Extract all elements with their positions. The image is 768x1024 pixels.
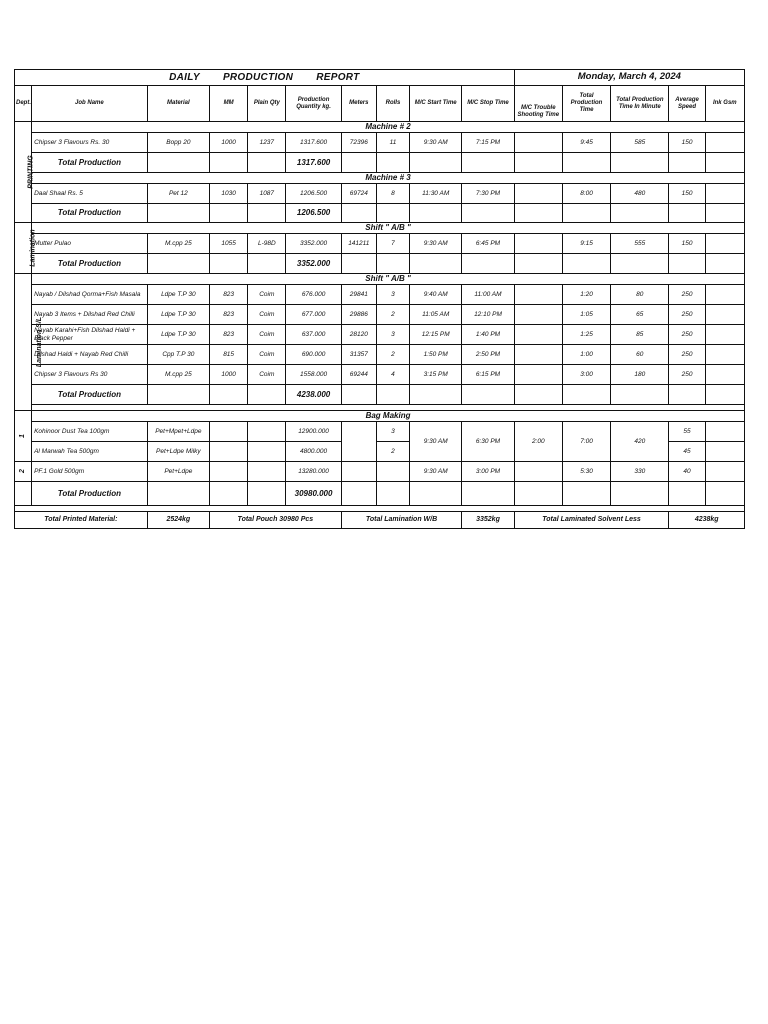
- table-cell: [210, 422, 248, 442]
- table-cell: [514, 234, 562, 254]
- table-cell: 150: [669, 184, 705, 204]
- table-cell: [705, 285, 744, 305]
- table-cell: Total Production: [32, 385, 148, 405]
- table-cell: 5:30: [562, 462, 610, 482]
- table-row: [15, 285, 745, 305]
- table-cell: [341, 204, 376, 223]
- total-lamination-wb-label: Total Lamination W/B: [341, 512, 462, 529]
- table-cell: 1:05: [562, 305, 610, 325]
- table-cell: [611, 482, 669, 506]
- table-cell: 555: [611, 234, 669, 254]
- table-cell: 3:15 PM: [410, 365, 462, 385]
- table-cell: Pet+Ldpe: [147, 462, 209, 482]
- table-cell: [514, 305, 562, 325]
- table-cell: [248, 153, 286, 173]
- table-cell: Nayab Karahi+Fish Dilshad Haldi + Black Pepper: [32, 325, 148, 345]
- table-cell: [669, 385, 705, 405]
- machine-2-label: Machine # 2: [32, 122, 745, 133]
- table-cell: 4800.000: [286, 442, 341, 462]
- table-cell: [147, 204, 209, 223]
- table-cell: 40: [669, 462, 705, 482]
- table-cell: 637.000: [286, 325, 341, 345]
- table-cell: 9:30 AM: [410, 462, 462, 482]
- table-cell: 9:45: [562, 133, 610, 153]
- table-cell: 1237: [248, 133, 286, 153]
- table-cell: [210, 442, 248, 462]
- total-lamination-wb-value: 3352kg: [462, 512, 514, 529]
- table-cell: 141211: [341, 234, 376, 254]
- table-cell: 420: [611, 422, 669, 462]
- table-row: [15, 184, 745, 204]
- table-cell: [705, 234, 744, 254]
- table-cell: [462, 385, 514, 405]
- table-cell: [669, 482, 705, 506]
- table-cell: Total Production: [32, 254, 148, 274]
- table-cell: [410, 153, 462, 173]
- table-cell: 60: [611, 345, 669, 365]
- title-word: REPORT: [316, 71, 360, 83]
- table-cell: 4: [376, 365, 409, 385]
- dept-lamination-sl: Lamination S/L: [15, 274, 32, 411]
- table-cell: 330: [611, 462, 669, 482]
- table-cell: 29886: [341, 305, 376, 325]
- table-cell: 30980.000: [286, 482, 341, 506]
- table-cell: [210, 482, 248, 506]
- table-cell: 80: [611, 285, 669, 305]
- table-cell: [410, 254, 462, 274]
- table-cell: 1030: [210, 184, 248, 204]
- table-cell: 1317.600: [286, 133, 341, 153]
- section-row: [15, 223, 745, 234]
- table-cell: [611, 153, 669, 173]
- table-cell: [248, 254, 286, 274]
- table-cell: [248, 462, 286, 482]
- table-cell: Pet+Mpet+Ldpe: [147, 422, 209, 442]
- table-cell: Daal Shaal Rs. 5: [32, 184, 148, 204]
- table-cell: [562, 385, 610, 405]
- dept-lamination: Lamination: [15, 223, 32, 274]
- table-cell: 1055: [210, 234, 248, 254]
- col-job-name: Job Name: [32, 86, 148, 122]
- table-cell: [705, 422, 744, 442]
- table-cell: Coim: [248, 345, 286, 365]
- table-cell: 2:50 PM: [462, 345, 514, 365]
- table-cell: 6:45 PM: [462, 234, 514, 254]
- table-cell: 823: [210, 325, 248, 345]
- machine-1-label: 1: [15, 411, 32, 462]
- table-cell: 11:30 AM: [410, 184, 462, 204]
- col-ink-gsm: Ink Gsm: [705, 86, 744, 122]
- table-cell: 31357: [341, 345, 376, 365]
- total-row: [15, 254, 745, 274]
- table-cell: 7: [376, 234, 409, 254]
- table-cell: [611, 204, 669, 223]
- table-cell: 9:40 AM: [410, 285, 462, 305]
- table-cell: [462, 204, 514, 223]
- table-cell: L-98D: [248, 234, 286, 254]
- table-cell: 72396: [341, 133, 376, 153]
- table-cell: [147, 385, 209, 405]
- table-cell: [248, 422, 286, 442]
- col-rolls: Rolls: [376, 86, 409, 122]
- table-cell: Chipser 3 Flavours Rs. 30: [32, 133, 148, 153]
- table-cell: 11:05 AM: [410, 305, 462, 325]
- table-cell: 1:50 PM: [410, 345, 462, 365]
- table-cell: [210, 462, 248, 482]
- table-cell: 9:30 AM: [410, 133, 462, 153]
- table-cell: 13280.000: [286, 462, 341, 482]
- table-cell: [669, 254, 705, 274]
- table-cell: [341, 385, 376, 405]
- table-cell: 677.000: [286, 305, 341, 325]
- table-cell: 2:00: [514, 422, 562, 462]
- shift-label: Shift " A/B ": [32, 223, 745, 234]
- table-cell: M.cpp 25: [147, 365, 209, 385]
- table-cell: [410, 385, 462, 405]
- col-mm: MM: [210, 86, 248, 122]
- table-cell: [705, 345, 744, 365]
- col-dept: Dept.: [15, 86, 32, 122]
- table-cell: 3: [376, 422, 409, 442]
- table-row: [15, 365, 745, 385]
- table-cell: 823: [210, 305, 248, 325]
- table-cell: 9:30 AM: [410, 422, 462, 462]
- table-cell: [210, 254, 248, 274]
- table-cell: [705, 442, 744, 462]
- table-cell: [341, 462, 376, 482]
- table-cell: 4238.000: [286, 385, 341, 405]
- total-row: [15, 482, 745, 506]
- table-cell: [147, 153, 209, 173]
- title-word: PRODUCTION: [222, 71, 294, 83]
- table-cell: [514, 204, 562, 223]
- table-cell: 180: [611, 365, 669, 385]
- table-cell: 8:00: [562, 184, 610, 204]
- table-cell: 11:00 AM: [462, 285, 514, 305]
- table-cell: Ldpe T.P 30: [147, 325, 209, 345]
- table-cell: 6:30 PM: [462, 422, 514, 462]
- total-pouch-label: Total Pouch 30980 Pcs: [210, 512, 342, 529]
- table-cell: 7:00: [562, 422, 610, 462]
- table-cell: 2: [376, 305, 409, 325]
- table-cell: [705, 153, 744, 173]
- table-cell: 250: [669, 305, 705, 325]
- table-cell: 150: [669, 133, 705, 153]
- table-cell: [514, 325, 562, 345]
- table-cell: 690.000: [286, 345, 341, 365]
- table-cell: [514, 184, 562, 204]
- table-cell: 1087: [248, 184, 286, 204]
- table-cell: 250: [669, 285, 705, 305]
- section-row: [15, 411, 745, 422]
- section-row: [15, 274, 745, 285]
- table-cell: [562, 153, 610, 173]
- table-cell: [611, 254, 669, 274]
- col-plain-qty: Plain Qty: [248, 86, 286, 122]
- table-cell: [462, 254, 514, 274]
- table-cell: Ldpe T.P 30: [147, 305, 209, 325]
- table-cell: [514, 285, 562, 305]
- table-cell: 250: [669, 325, 705, 345]
- total-row: [15, 153, 745, 173]
- total-printed-value: 2524kg: [147, 512, 209, 529]
- table-cell: [611, 385, 669, 405]
- table-cell: Kohinoor Dust Tea 100gm: [32, 422, 148, 442]
- table-cell: Al Marwah Tea 500gm: [32, 442, 148, 462]
- table-cell: [147, 254, 209, 274]
- machine-3-label: Machine # 3: [32, 173, 745, 184]
- table-cell: Pet+Ldpe Milky: [147, 442, 209, 462]
- table-cell: [210, 385, 248, 405]
- table-cell: 7:30 PM: [462, 184, 514, 204]
- table-cell: 12:10 PM: [462, 305, 514, 325]
- table-cell: [248, 482, 286, 506]
- table-cell: 1:40 PM: [462, 325, 514, 345]
- table-cell: Pet 12: [147, 184, 209, 204]
- table-cell: Total Production: [32, 153, 148, 173]
- table-cell: [248, 442, 286, 462]
- total-row: [15, 204, 745, 223]
- table-cell: 3: [376, 325, 409, 345]
- table-cell: 585: [611, 133, 669, 153]
- table-cell: [341, 153, 376, 173]
- table-cell: [410, 204, 462, 223]
- table-cell: 85: [611, 325, 669, 345]
- table-cell: 3:00 PM: [462, 462, 514, 482]
- table-row: [15, 422, 745, 442]
- table-cell: [376, 153, 409, 173]
- machine-2-label: 2: [15, 462, 32, 482]
- col-mc-stop: M/C Stop Time: [462, 86, 514, 122]
- shift-label: Shift " A/B ": [32, 274, 745, 285]
- table-row: [15, 345, 745, 365]
- table-cell: Mutter Pulao: [32, 234, 148, 254]
- table-cell: [705, 482, 744, 506]
- table-cell: Cpp T.P 30: [147, 345, 209, 365]
- col-time-minute: Total Production Time In Minute: [611, 86, 669, 122]
- table-cell: 1000: [210, 133, 248, 153]
- table-cell: 69724: [341, 184, 376, 204]
- table-cell: 823: [210, 285, 248, 305]
- table-cell: [210, 204, 248, 223]
- table-cell: 7:15 PM: [462, 133, 514, 153]
- table-row: [15, 234, 745, 254]
- table-cell: [341, 482, 376, 506]
- col-meters: Meters: [341, 86, 376, 122]
- section-row: [15, 122, 745, 133]
- table-cell: [705, 325, 744, 345]
- table-cell: Coim: [248, 305, 286, 325]
- table-cell: [705, 365, 744, 385]
- title-row: [15, 70, 745, 86]
- table-row: [15, 325, 745, 345]
- total-printed-label: Total Printed Material:: [15, 512, 148, 529]
- table-cell: 3352.000: [286, 254, 341, 274]
- section-row: [15, 173, 745, 184]
- table-cell: [210, 153, 248, 173]
- report-date: Monday, March 4, 2024: [514, 70, 744, 86]
- table-cell: [15, 482, 32, 506]
- table-cell: [562, 204, 610, 223]
- table-cell: [514, 133, 562, 153]
- table-cell: 9:15: [562, 234, 610, 254]
- table-cell: [376, 254, 409, 274]
- table-cell: [705, 385, 744, 405]
- table-row: [15, 305, 745, 325]
- table-cell: [705, 184, 744, 204]
- table-cell: 6:15 PM: [462, 365, 514, 385]
- table-cell: 3:00: [562, 365, 610, 385]
- table-cell: 1206.500: [286, 204, 341, 223]
- table-cell: [376, 385, 409, 405]
- table-cell: 3: [376, 285, 409, 305]
- table-cell: Nayab / Dilshad Qorma+Fish Masala: [32, 285, 148, 305]
- table-cell: 69244: [341, 365, 376, 385]
- table-cell: Dilshad Haldi + Nayab Red Chilli: [32, 345, 148, 365]
- table-cell: [514, 254, 562, 274]
- dept-printing: PRINTING: [15, 122, 32, 223]
- column-header-row: [15, 86, 745, 122]
- table-cell: [376, 482, 409, 506]
- table-cell: [376, 204, 409, 223]
- table-cell: [514, 482, 562, 506]
- table-cell: Coim: [248, 285, 286, 305]
- table-cell: [462, 482, 514, 506]
- table-cell: 1206.500: [286, 184, 341, 204]
- table-cell: [562, 254, 610, 274]
- table-cell: [248, 385, 286, 405]
- table-cell: 676.000: [286, 285, 341, 305]
- table-cell: 1558.000: [286, 365, 341, 385]
- table-cell: Total Production: [32, 482, 148, 506]
- table-cell: 2: [376, 345, 409, 365]
- table-cell: 28120: [341, 325, 376, 345]
- table-cell: 65: [611, 305, 669, 325]
- table-cell: 150: [669, 234, 705, 254]
- col-mc-trouble: M/C Trouble Shooting Time: [514, 86, 562, 122]
- bag-making-label: Bag Making: [32, 411, 745, 422]
- table-cell: 9:30 AM: [410, 234, 462, 254]
- table-cell: M.cpp 25: [147, 234, 209, 254]
- table-cell: 12:15 PM: [410, 325, 462, 345]
- table-cell: 12900.000: [286, 422, 341, 442]
- table-cell: 1:20: [562, 285, 610, 305]
- table-cell: 1:25: [562, 325, 610, 345]
- table-cell: [514, 365, 562, 385]
- table-cell: Chipser 3 Flavours Rs 30: [32, 365, 148, 385]
- report-title: [15, 70, 515, 86]
- table-cell: 3352.000: [286, 234, 341, 254]
- table-cell: [147, 482, 209, 506]
- table-row: [15, 133, 745, 153]
- table-cell: Coim: [248, 325, 286, 345]
- table-cell: [514, 345, 562, 365]
- col-material: Material: [147, 86, 209, 122]
- table-cell: 1:00: [562, 345, 610, 365]
- table-cell: Ldpe T.P 30: [147, 285, 209, 305]
- table-cell: [376, 462, 409, 482]
- title-word: DAILY: [169, 71, 200, 83]
- table-cell: [514, 153, 562, 173]
- table-cell: [341, 254, 376, 274]
- table-cell: Nayab 3 Items + Dilshad Red Chilli: [32, 305, 148, 325]
- table-cell: [705, 254, 744, 274]
- table-cell: [705, 462, 744, 482]
- table-cell: 480: [611, 184, 669, 204]
- table-cell: [514, 385, 562, 405]
- table-cell: [705, 133, 744, 153]
- table-cell: 55: [669, 422, 705, 442]
- table-cell: [562, 482, 610, 506]
- table-cell: 1317.600: [286, 153, 341, 173]
- total-row: [15, 385, 745, 405]
- col-total-time: Total Production Time: [562, 86, 610, 122]
- table-cell: 250: [669, 345, 705, 365]
- total-solvent-less-label: Total Laminated Solvent Less: [514, 512, 669, 529]
- table-cell: [669, 204, 705, 223]
- col-avg-speed: Average Speed: [669, 86, 705, 122]
- table-cell: 1000: [210, 365, 248, 385]
- table-cell: 8: [376, 184, 409, 204]
- production-report-table: [14, 69, 745, 529]
- table-row: [15, 462, 745, 482]
- table-cell: 815: [210, 345, 248, 365]
- table-cell: [514, 462, 562, 482]
- col-mc-start: M/C Start Time: [410, 86, 462, 122]
- table-cell: [705, 204, 744, 223]
- table-cell: [462, 153, 514, 173]
- table-cell: 29841: [341, 285, 376, 305]
- table-cell: Bopp 20: [147, 133, 209, 153]
- table-cell: 11: [376, 133, 409, 153]
- table-cell: [705, 305, 744, 325]
- table-cell: Coim: [248, 365, 286, 385]
- table-cell: [248, 204, 286, 223]
- table-cell: 2: [376, 442, 409, 462]
- table-cell: Total Production: [32, 204, 148, 223]
- table-cell: 45: [669, 442, 705, 462]
- table-cell: 250: [669, 365, 705, 385]
- table-cell: [341, 422, 376, 462]
- total-solvent-less-value: 4238kg: [669, 512, 745, 529]
- summary-row: [15, 512, 745, 529]
- col-production-qty: Production Quantity kg.: [286, 86, 341, 122]
- table-cell: PF.1 Gold 500gm: [32, 462, 148, 482]
- table-cell: [410, 482, 462, 506]
- table-cell: [669, 153, 705, 173]
